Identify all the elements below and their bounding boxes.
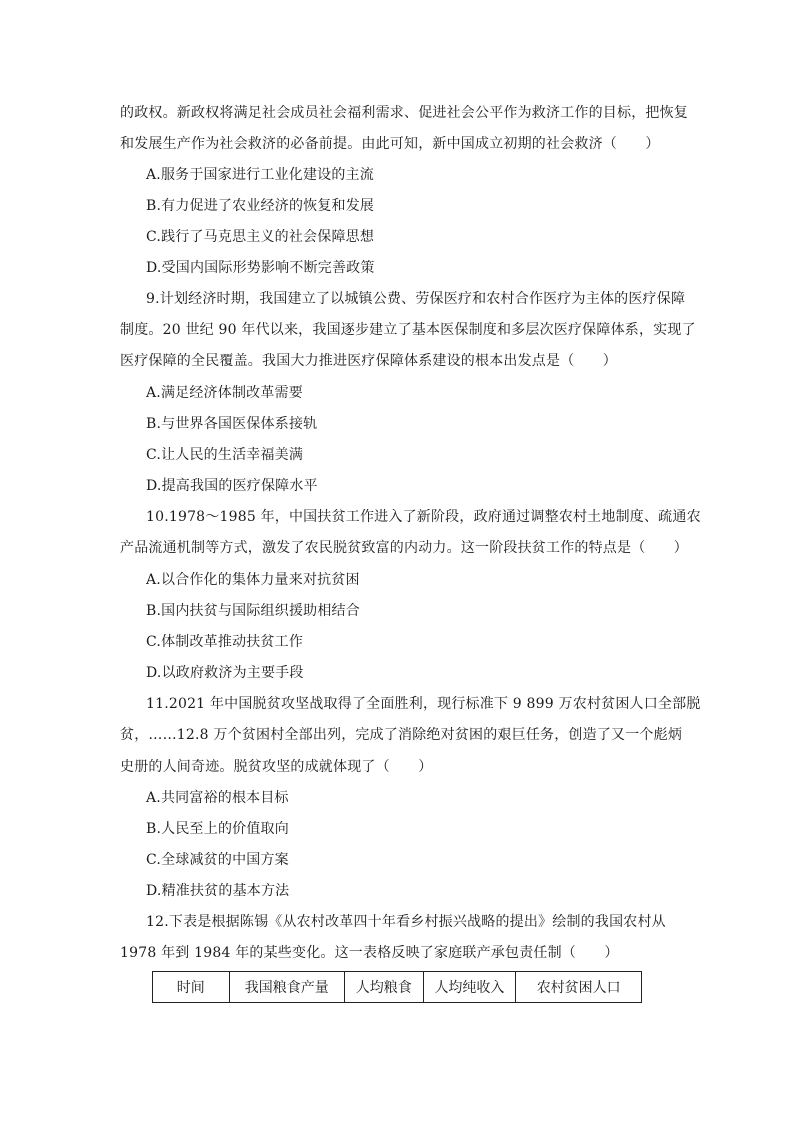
table-header-cell: 我国粮食产量 (229, 972, 344, 1003)
q11-option-a: A.共同富裕的根本目标 (146, 790, 289, 806)
q11-option-d: D.精准扶贫的基本方法 (146, 883, 290, 899)
q8-option-d: D.受国内国际形势影响不断完善政策 (146, 260, 375, 276)
q8-stem-line-2: 和发展生产作为社会救济的必备前提。由此可知，新中国成立初期的社会救济（ ） (120, 136, 660, 152)
q11-stem-line-3: 史册的人间奇迹。脱贫攻坚的成就体现了（ ） (120, 759, 433, 775)
q11-option-c: C.全球减贫的中国方案 (146, 852, 289, 868)
q10-option-d: D.以政府救济为主要手段 (146, 665, 304, 681)
q9-option-a: A.满足经济体制改革需要 (146, 385, 303, 401)
q10-option-b: B.国内扶贫与国际组织援助相结合 (146, 603, 360, 619)
table-header-row (153, 972, 642, 1003)
q9-stem-line-2: 制度。20 世纪 90 年代以来，我国逐步建立了基本医保制度和多层次医疗保障体系，实现了 (120, 322, 696, 338)
q10-option-a: A.以合作化的集体力量来对抗贫困 (146, 572, 360, 588)
q12-stem-line-2: 1978 年到 1984 年的某些变化。这一表格反映了家庭联产承包责任制（ ） (120, 945, 619, 961)
table-header-cell: 人均纯收入 (423, 972, 516, 1003)
table-header-cell: 农村贫困人口 (516, 972, 642, 1003)
q10-option-c: C.体制改革推动扶贫工作 (146, 634, 304, 650)
statistics-table (152, 971, 642, 1003)
q11-stem-line-1: 11.2021 年中国脱贫攻坚战取得了全面胜利，现行标准下 9 899 万农村贫困人口全部脱 (146, 696, 701, 712)
q8-option-b: B.有力促进了农业经济的恢复和发展 (146, 198, 375, 214)
q9-stem-line-3: 医疗保障的全民覆盖。我国大力推进医疗保障体系建设的根本出发点是（ ） (120, 353, 617, 369)
q12-stem-line-1: 12.下表是根据陈锡《从农村改革四十年看乡村振兴战略的提出》绘制的我国农村从 (146, 914, 666, 930)
q9-option-c: C.让人民的生活幸福美满 (146, 447, 304, 463)
q10-stem-line-2: 产品流通机制等方式，激发了农民脱贫致富的内动力。这一阶段扶贫工作的特点是（ ） (120, 540, 688, 556)
q8-option-c: C.践行了马克思主义的社会保障思想 (146, 229, 375, 245)
q9-option-b: B.与世界各国医保体系接轨 (146, 416, 318, 432)
table-header-cell: 时间 (153, 972, 230, 1003)
table-header-cell: 人均粮食 (344, 972, 423, 1003)
q11-option-b: B.人民至上的价值取向 (146, 821, 289, 837)
q10-stem-line-1: 10.1978～1985 年，中国扶贫工作进入了新阶段，政府通过调整农村土地制度、疏通农 (146, 509, 701, 525)
q8-stem-line-1: 的政权。新政权将满足社会成员社会福利需求、促进社会公平作为救济工作的目标，把恢复 (120, 105, 688, 121)
q9-stem-line-1: 9.计划经济时期，我国建立了以城镇公费、劳保医疗和农村合作医疗为主体的医疗保障 (146, 291, 686, 307)
q9-option-d: D.提高我国的医疗保障水平 (146, 478, 318, 494)
q8-option-a: A.服务于国家进行工业化建设的主流 (146, 167, 374, 183)
q11-stem-line-2: 贫，……12.8 万个贫困村全部出列，完成了消除绝对贫困的艰巨任务，创造了又一个彪炳 (120, 727, 683, 743)
